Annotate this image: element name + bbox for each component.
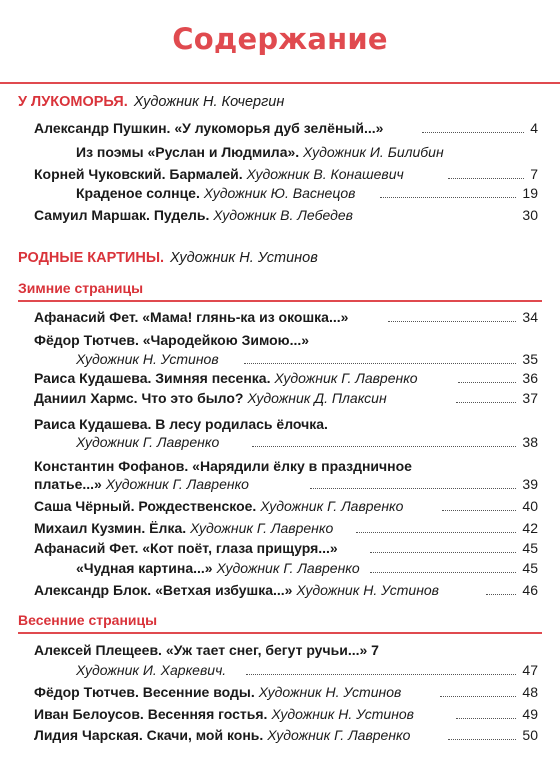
toc-entry-text: [34, 496, 403, 516]
entry-author: Корней Чуковский.: [34, 166, 166, 182]
toc-entry-text: [76, 183, 355, 203]
entry-title: платье...»: [34, 476, 102, 492]
page-number: 48: [522, 684, 538, 700]
toc-entry: [0, 456, 560, 476]
toc-entry-text: [34, 368, 418, 388]
entry-illustrator: Художник Г. Лавренко: [186, 520, 334, 536]
toc-entry: [0, 118, 560, 138]
page-number: 47: [522, 662, 538, 678]
entry-illustrator: Художник В. Лебедев: [209, 207, 353, 223]
toc-entry: [0, 704, 560, 724]
dot-leader: [380, 197, 516, 198]
toc-entry: [0, 660, 560, 680]
subsection-divider: [18, 632, 542, 634]
toc-entry: [0, 307, 560, 327]
entry-author: Фёдор Тютчев.: [34, 684, 139, 700]
toc-entry-text: [76, 660, 226, 680]
dot-leader: [442, 510, 516, 511]
entry-title: «Кот поёт, глаза прищуря...»: [138, 540, 338, 556]
page-number: 45: [522, 540, 538, 556]
page-number: 42: [522, 520, 538, 536]
page-number: 38: [522, 434, 538, 450]
entry-title: Краденое солнце.: [76, 185, 200, 201]
entry-author: Константин Фофанов.: [34, 458, 189, 474]
entry-title: «Чудная картина...»: [76, 560, 213, 576]
entry-illustrator: Художник Г. Лавренко: [101, 476, 249, 492]
toc-entry-text: [34, 307, 348, 327]
toc-entry-text: [76, 349, 219, 369]
entry-author: Лидия Чарская.: [34, 727, 143, 743]
toc-entry-text: [34, 580, 439, 600]
dot-leader: [310, 488, 516, 489]
entry-author: Саша Чёрный.: [34, 498, 135, 514]
toc-entry: [0, 580, 560, 600]
entry-illustrator: Художник Г. Лавренко: [76, 434, 220, 450]
page-number: 39: [522, 476, 538, 492]
entry-author: Михаил Кузмин.: [34, 520, 146, 536]
entry-illustrator: Художник Н. Устинов: [267, 706, 414, 722]
toc-entry: [0, 368, 560, 388]
dot-leader: [458, 382, 516, 383]
toc-entry: [0, 349, 560, 369]
entry-title: Весенние воды.: [138, 684, 255, 700]
entry-author: Самуил Маршак.: [34, 207, 150, 223]
entry-author: Александр Блок.: [34, 582, 152, 598]
dot-leader: [246, 674, 516, 675]
dot-leader: [486, 594, 516, 595]
entry-illustrator: Художник Г. Лавренко: [270, 370, 418, 386]
toc-entry-text: [76, 142, 444, 162]
entry-author: Алексей Плещеев.: [34, 642, 162, 658]
toc-entry-text: [76, 558, 360, 578]
entry-illustrator: Художник Н. Устинов: [292, 582, 439, 598]
dot-leader: [370, 552, 516, 553]
entry-illustrator: Художник И. Харкевич.: [76, 662, 227, 678]
entry-author: Фёдор Тютчев.: [34, 332, 139, 348]
entry-title: Ёлка.: [145, 520, 187, 536]
page-number: 7: [530, 166, 538, 182]
dot-leader: [370, 572, 516, 573]
entry-title: Зимняя песенка.: [151, 370, 271, 386]
toc-entry-text: [76, 432, 219, 452]
page-number: 45: [522, 560, 538, 576]
toc-entry: [0, 496, 560, 516]
entry-illustrator: Художник Н. Устинов: [76, 351, 219, 367]
entry-title: «У лукоморья дуб зелёный...»: [170, 120, 384, 136]
entry-title: Бармалей.: [165, 166, 243, 182]
page-number: 34: [522, 309, 538, 325]
entry-title: Весенняя гостья.: [143, 706, 268, 722]
dot-leader: [448, 178, 524, 179]
toc-entry-text: [34, 388, 387, 408]
toc-entry-text: [34, 456, 412, 476]
section-name: РОДНЫЕ КАРТИНЫ.: [18, 250, 165, 266]
entry-title: «Ветхая избушка...»: [151, 582, 293, 598]
subsection-divider: [18, 300, 542, 302]
toc-entry: [0, 142, 560, 162]
toc-entry: [0, 518, 560, 538]
toc-entry: [0, 640, 560, 660]
subsection-heading-winter: Зимние страницы: [18, 280, 144, 296]
toc-entry: [0, 388, 560, 408]
toc-entry: [0, 164, 560, 184]
entry-illustrator: Художник Г. Лавренко: [263, 727, 411, 743]
entry-title: «Нарядили ёлку в праздничное: [188, 458, 412, 474]
page-number: 40: [522, 498, 538, 514]
toc-entry-text: [34, 330, 309, 350]
entry-author: Даниил Хармс.: [34, 390, 138, 406]
entry-title: Из поэмы «Руслан и Людмила».: [76, 144, 300, 160]
entry-illustrator: Художник Г. Лавренко: [256, 498, 404, 514]
entry-title: «Уж тает снег, бегут ручьи...» 7: [161, 642, 379, 658]
entry-author: Александр Пушкин.: [34, 120, 171, 136]
page-number: 35: [522, 351, 538, 367]
dot-leader: [244, 363, 516, 364]
page-number: 50: [522, 727, 538, 743]
page-number: 46: [522, 582, 538, 598]
entry-illustrator: Художник В. Конашевич: [242, 166, 404, 182]
dot-leader: [422, 132, 524, 133]
entry-author: Афанасий Фет.: [34, 540, 139, 556]
toc-entry: [0, 205, 560, 225]
toc-entry-text: [34, 118, 383, 138]
dot-leader: [356, 532, 516, 533]
entry-title: «Мама! глянь-ка из окошка...»: [138, 309, 349, 325]
toc-entry-text: [34, 518, 333, 538]
toc-entry-text: [34, 682, 401, 702]
page-number: 49: [522, 706, 538, 722]
title-divider: [0, 82, 560, 84]
toc-entry: [0, 558, 560, 578]
entry-author: Раиса Кудашева.: [34, 416, 152, 432]
toc-entry-text: [34, 704, 414, 724]
section-artist: Художник Н. Кочергин: [133, 94, 285, 110]
page-number: 37: [522, 390, 538, 406]
page-number: 30: [522, 207, 538, 223]
toc-entry: [0, 538, 560, 558]
page-title: Содержание: [172, 22, 388, 56]
entry-author: Раиса Кудашева.: [34, 370, 152, 386]
toc-entry: [0, 330, 560, 350]
entry-title: Рождественское.: [134, 498, 257, 514]
entry-title: Что это было?: [137, 390, 244, 406]
toc-entry: [0, 474, 560, 494]
entry-illustrator: Художник Д. Плаксин: [243, 390, 387, 406]
dot-leader: [456, 402, 516, 403]
toc-entry: [0, 183, 560, 203]
dot-leader: [448, 739, 516, 740]
section-heading-lukomorye: [18, 94, 284, 110]
entry-title: Скачи, мой конь.: [142, 727, 264, 743]
toc-entry-text: [34, 640, 379, 660]
toc-entry-text: [34, 725, 410, 745]
subsection-heading-spring: Весенние страницы: [18, 612, 158, 628]
entry-title: Пудель.: [149, 207, 210, 223]
entry-author: Афанасий Фет.: [34, 309, 139, 325]
entry-illustrator: Художник Г. Лавренко: [212, 560, 360, 576]
dot-leader: [456, 718, 516, 719]
section-name: У ЛУКОМОРЬЯ.: [18, 94, 128, 110]
entry-illustrator: Художник И. Билибин: [299, 144, 444, 160]
dot-leader: [252, 446, 516, 447]
toc-entry: [0, 414, 560, 434]
toc-entry: [0, 432, 560, 452]
toc-entry-text: [34, 164, 404, 184]
toc-entry: [0, 725, 560, 745]
entry-author: Иван Белоусов.: [34, 706, 144, 722]
section-heading-rodnye-kartiny: [18, 250, 318, 266]
toc-entry: [0, 682, 560, 702]
entry-title: «Чародейкою Зимою...»: [138, 332, 310, 348]
toc-entry-text: [34, 474, 249, 494]
page-number: 36: [522, 370, 538, 386]
entry-title: В лесу родилась ёлочка.: [151, 416, 328, 432]
page-number: 19: [522, 185, 538, 201]
entry-illustrator: Художник Ю. Васнецов: [199, 185, 356, 201]
page-number: 4: [530, 120, 538, 136]
section-artist: Художник Н. Устинов: [170, 250, 318, 266]
toc-entry-text: [34, 205, 353, 225]
toc-entry-text: [34, 414, 328, 434]
dot-leader: [388, 321, 516, 322]
dot-leader: [440, 696, 516, 697]
entry-illustrator: Художник Н. Устинов: [254, 684, 402, 700]
toc-entry-text: [34, 538, 338, 558]
